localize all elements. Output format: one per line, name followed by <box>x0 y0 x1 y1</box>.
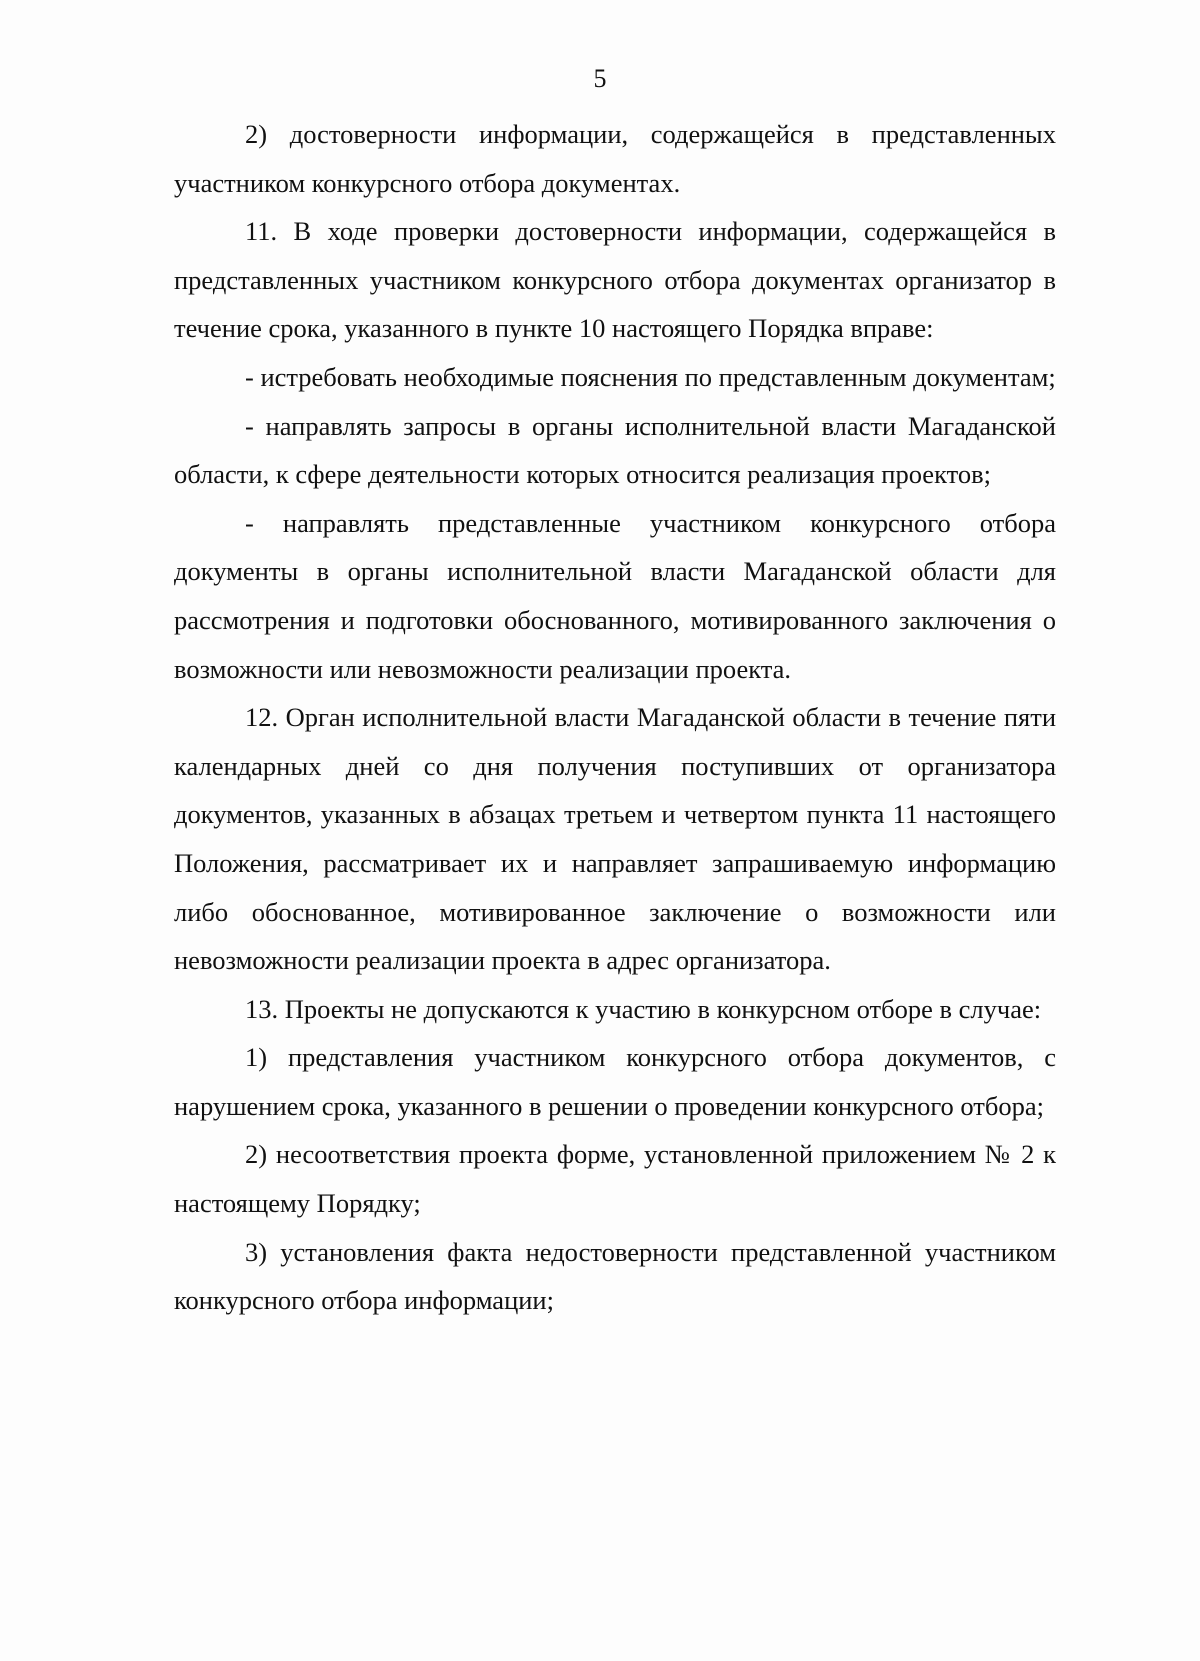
paragraph-item-2-reliability: 2) достоверности информации, содержащейся в представленных участником конкурсного отбора документах. <box>174 119 1056 198</box>
paragraph-11-dash-documents: - направлять представленные участником конкурсного отбора документы в органы исполнительной власти Магаданской области для рассмотрения и подготовки обоснованного, мотивированного заключения о возможности или невозможности реализации проекта. <box>174 507 1056 684</box>
paragraph-11: 11. В ходе проверки достоверности информации, содержащейся в представленных участником конкурсного отбора документах организатор в течение срока, указанного в пункте 10 настоящего Порядка вправе: <box>174 216 1056 344</box>
paragraph-11-dash-requests: - направлять запросы в органы исполнительной власти Магаданской области, к сфере деятельности которых относится реализация проектов; <box>174 410 1056 490</box>
page-number: 5 <box>593 64 607 93</box>
paragraph-13: 13. Проекты не допускаются к участию в конкурсном отборе в случае: <box>245 993 1042 1024</box>
paragraph-13-item-2: 2) несоответствия проекта форме, установленной приложением № 2 к настоящему Порядку; <box>174 1139 1056 1219</box>
document-body <box>174 110 1056 1325</box>
paragraph-11-dash-explanations: - истребовать необходимые пояснения по представленным документам; <box>245 361 1056 392</box>
paragraph-13-item-1: 1) представления участником конкурсного отбора документов, с нарушением срока, указанного в решении о проведении конкурсного отбора; <box>174 1042 1056 1121</box>
paragraph-13-item-3: 3) установления факта недостоверности представленной участником конкурсного отбора информации; <box>174 1236 1056 1316</box>
paragraph-12: 12. Орган исполнительной власти Магаданской области в течение пяти календарных дней со дня получения поступивших от организатора документов, указанных в абзацах третьем и четвертом пункта 11 настоящего Положения, рассматривает их и направляет запрашиваемую информацию либо обоснованное, мотивированное заключение о возможности или невозможности реализации проекта в адрес организатора. <box>174 702 1056 976</box>
